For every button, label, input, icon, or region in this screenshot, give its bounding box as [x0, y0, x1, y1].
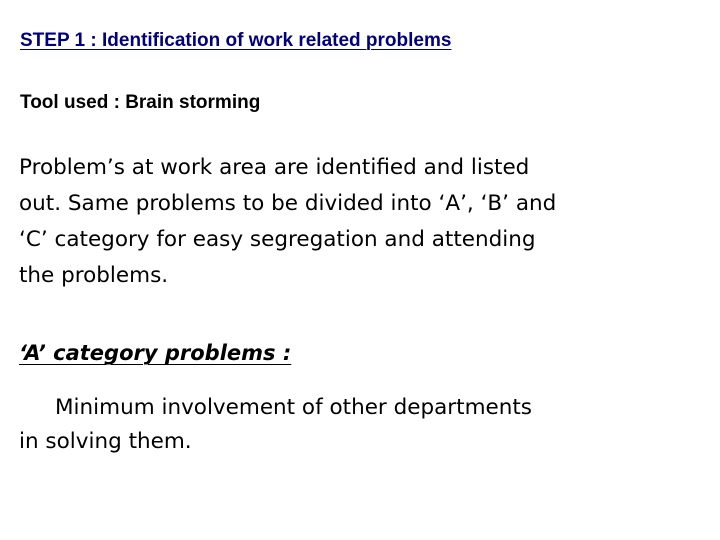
paragraph-line: out. Same problems to be divided into ‘A’, ‘B’ and [19, 191, 557, 216]
category-desc-line: Minimum involvement of other departments [55, 395, 532, 420]
tool-used-line: Tool used : Brain storming [20, 92, 261, 113]
paragraph-line: the problems. [19, 263, 169, 288]
problem-description-paragraph [19, 150, 659, 294]
category-a-heading: ‘A’ category problems : [19, 341, 292, 365]
step-title: STEP 1 : Identification of work related problems [20, 30, 452, 51]
category-desc-line: in solving them. [19, 429, 192, 454]
paragraph-line: ‘C’ category for easy segregation and attending [19, 227, 536, 252]
category-a-description [19, 391, 659, 459]
paragraph-line: Problem’s at work area are identified and listed [19, 155, 530, 180]
